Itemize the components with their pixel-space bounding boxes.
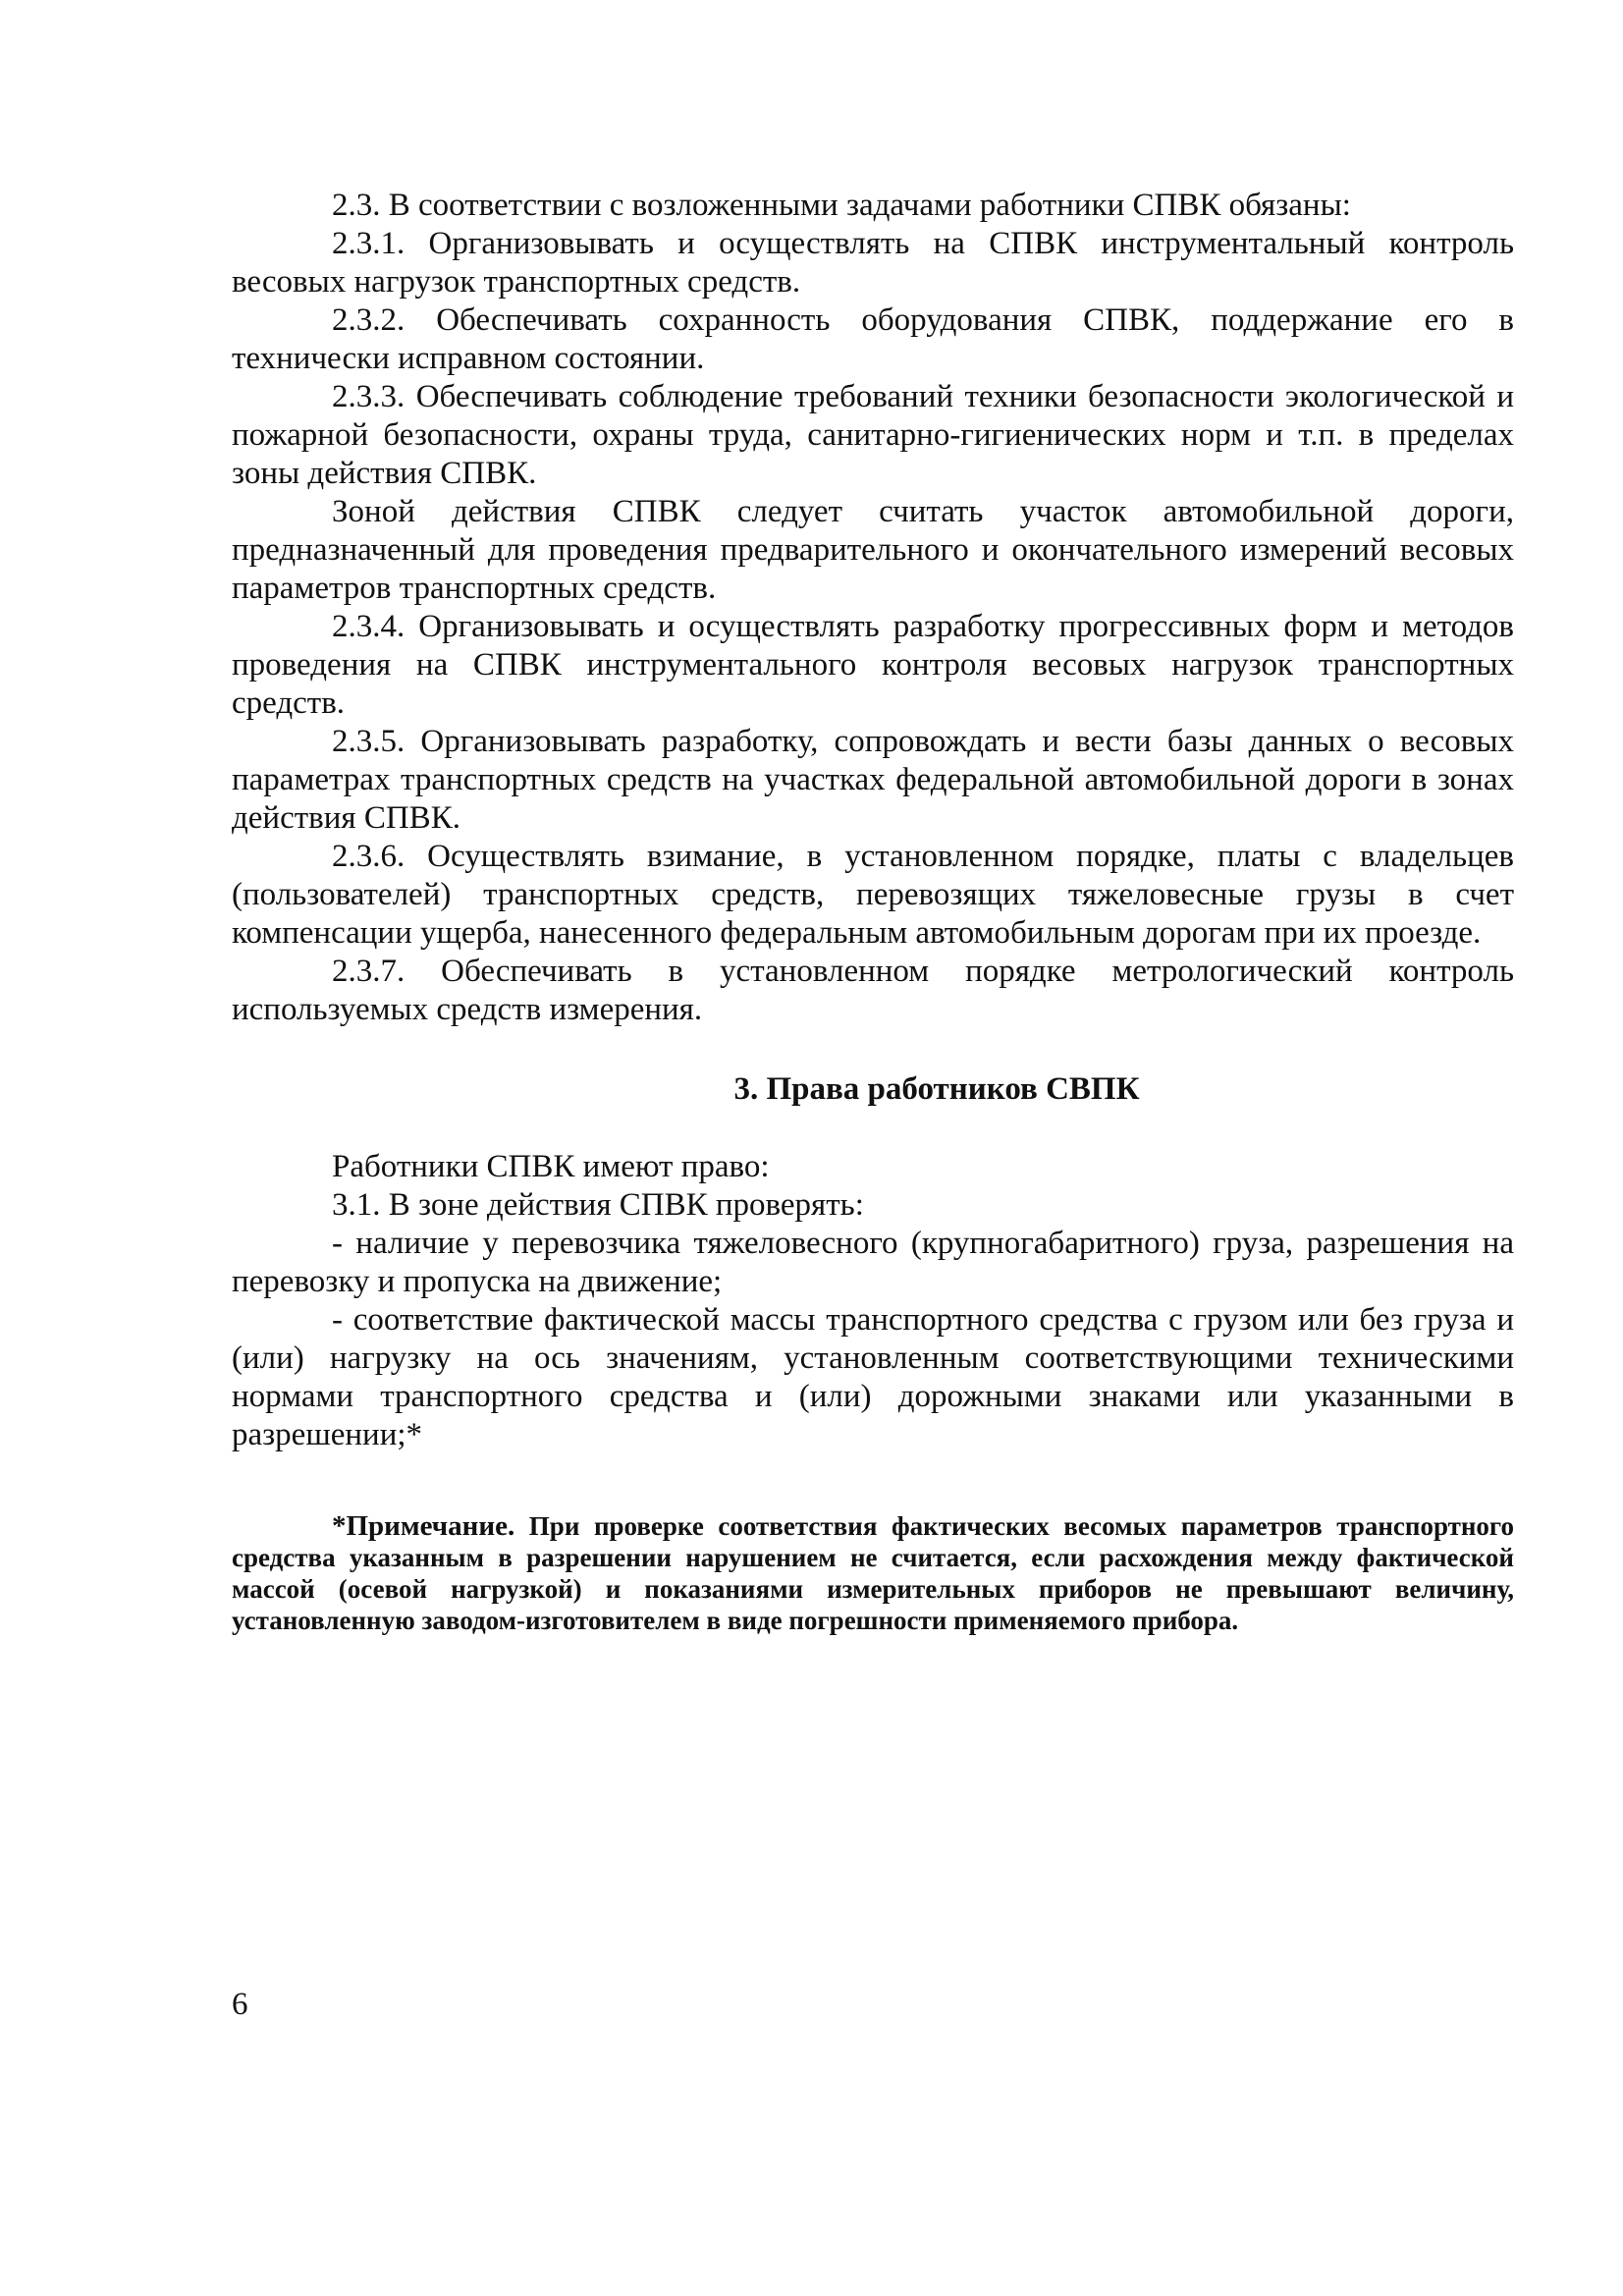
paragraph-rights-intro: Работники СПВК имеют право: (332, 1149, 770, 1184)
paragraph-2-3-6: 2.3.6. Осуществлять взимание, в установленном порядке, платы с владельцев (пользователей) транспортных средств, перевозящих тяжеловесные грузы в счет компенсации ущерба, нанесенного федеральным автомобильным дорогам при их проезде. (232, 839, 1514, 951)
main-text (232, 187, 1514, 1454)
list-item-mass-check: - соответствие фактической массы транспортного средства с грузом или без груза и (или) нагрузку на ось значениям, установленным соответствующими техническими нормами транспортного средства и (или) дорожными знаками или указанными в разрешении;* (232, 1302, 1514, 1452)
section-heading: 3. Права работников СВПК (733, 1071, 1140, 1107)
paragraph-2-3: 2.3. В соответствии с возложенными задачами работники СПВК обязаны: (332, 188, 1351, 223)
paragraph-2-3-1: 2.3.1. Организовывать и осуществлять на СПВК инструментальный контроль весовых нагрузок транспортных средств. (232, 226, 1514, 300)
footnote-text: При проверке соответствия фактических весомых параметров транспортного средства указанным в разрешении нарушением не считается, если расхождения между фактической массой (осевой нагрузкой) и показаниями измерительных приборов не превышают величину, установленную заводом-изготовителем в виде погрешности применяемого прибора. (232, 1511, 1515, 1635)
paragraph-3-1: 3.1. В зоне действия СПВК проверять: (332, 1187, 864, 1223)
paragraph-2-3-3: 2.3.3. Обеспечивать соблюдение требований техники безопасности экологической и пожарной безопасности, охраны труда, санитарно-гигиенических норм и т.п. в пределах зоны действия СПВК. (232, 379, 1514, 491)
paragraph-2-3-7: 2.3.7. Обеспечивать в установленном порядке метрологический контроль используемых средств измерения. (232, 954, 1514, 1027)
paragraph-2-3-5: 2.3.5. Организовывать разработку, сопровождать и вести базы данных о весовых параметрах транспортных средств на участках федеральной автомобильной дороги в зонах действия СПВК. (232, 724, 1514, 836)
paragraph-2-3-4: 2.3.4. Организовывать и осуществлять разработку прогрессивных форм и методов проведения на СПВК инструментального контроля весовых нагрузок транспортных средств. (232, 609, 1514, 721)
list-item-permit-check: - наличие у перевозчика тяжеловесного (крупногабаритного) груза, разрешения на перевозку и пропуска на движение; (232, 1226, 1514, 1299)
footnote-lead: *Примечание. (332, 1510, 515, 1542)
page-number: 6 (232, 1987, 248, 2022)
paragraph-2-3-2: 2.3.2. Обеспечивать сохранность оборудования СПВК, поддержание его в технически исправном состоянии. (232, 302, 1514, 376)
footnote (232, 1510, 1514, 1636)
paragraph-zone-definition: Зоной действия СПВК следует считать участок автомобильной дороги, предназначенный для проведения предварительного и окончательного измерений весовых параметров транспортных средств. (232, 494, 1514, 606)
